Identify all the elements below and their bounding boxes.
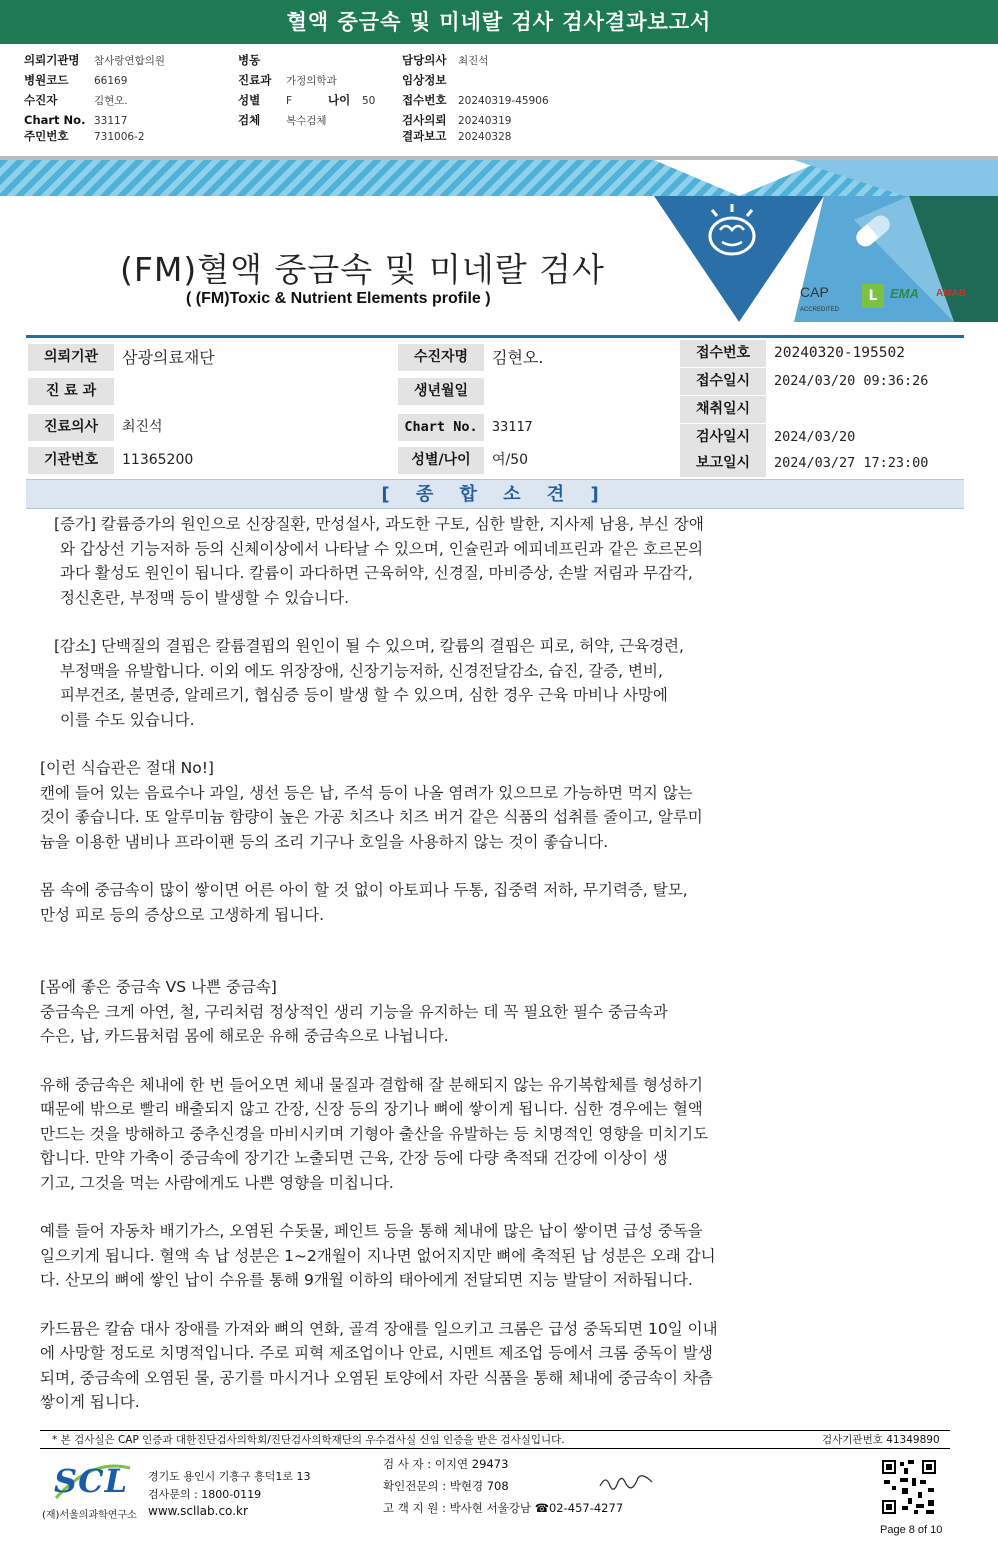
sex-age-value: 여/50 [492,452,529,468]
summary-section-title: [ 종 합 소 견 ] [26,479,964,509]
lab-website: www.scllab.co.kr [148,1504,248,1518]
header-value: F [286,95,293,107]
header-value: 33117 [94,115,128,127]
header-label: 검사의뢰 [402,113,447,127]
text-line: 정신혼란, 부정맥 등이 발생할 수 있습니다. [60,588,350,607]
text-line: 합니다. 만약 가축이 중금속에 장기간 노출되면 근육, 간장 등에 다량 축적돼 건강에 이상이 생 [40,1149,668,1167]
header-label: 병원코드 [24,73,69,87]
text-line: 과다 활성도 원인이 됩니다. 칼륨이 과다하면 근육허약, 신경질, 마비증상, 손발 저림과 무감각, [60,564,693,582]
collect-date-label: 채취일시 [680,396,766,423]
text-line: 에 사망할 정도로 치명적입니다. 주로 피혁 제조업이나 안료, 시멘트 제조업 등에서 크롬 중독이 발생 [40,1344,713,1362]
receipt-no-value: 20240320-195502 [774,345,905,361]
footer-divider [40,1430,950,1431]
text-line: 만드는 것을 방해하고 중추신경을 마비시키며 기형아 출산을 유발하는 등 치명적인 영향을 미치기도 [40,1124,709,1143]
text-line: [몸에 좋은 중금속 VS 나쁜 중금속] [40,978,277,996]
certification-note: * 본 검사실은 CAP 인증과 대한진단검사의학회/진단검사의학재단의 우수검사실 신임 인증을 받은 검사실입니다. [52,1434,565,1446]
text-line: 카드뮴은 칼슘 대사 장애를 가져와 뼈의 연화, 골격 장애를 일으키고 크롬은 급성 중독되면 10일 이내 [40,1319,718,1338]
report-banner-title: 혈액 중금속 및 미네랄 검사 검사결과보고서 [0,0,998,44]
header-value: 복수검체 [286,115,327,127]
text-line: [감소] 단백질의 결핍은 칼륨결핍의 원인이 될 수 있으며, 칼륨의 결핍은 피로, 허약, 근육경련, [54,637,684,655]
requester-label: 의뢰기관 [28,344,114,371]
chart-no-label: Chart No. [398,414,484,441]
lab-inquiry: 검사문의 : 1800-0119 [148,1488,262,1501]
paragraph-diet [40,756,940,854]
brain-icon [698,202,766,262]
header-label: 결과보고 [402,129,447,143]
lm-logo-icon: L [862,284,884,308]
text-line: 때문에 밖으로 빨리 배출되지 않고 간장, 신장 등의 장기나 뼈에 쌓이게 됩니다. 심한 경우에는 혈액 [40,1100,703,1118]
header-label: 주민번호 [24,129,69,143]
test-date-value: 2024/03/20 [774,429,856,445]
header-label: 나이 [328,93,351,107]
text-line: 다. 산모의 뼈에 쌓인 납이 수유를 통해 9개월 이하의 태아에게 전달되면 지능 발달이 저하됩니다. [40,1271,693,1289]
header-value: 66169 [94,75,128,87]
patient-name-value: 김현오. [492,348,544,367]
page-number: Page 8 of 10 [880,1524,943,1536]
birth-value [486,378,676,405]
paragraph-lead [40,1219,940,1293]
summary-body [40,512,940,1415]
paragraph-harmful [40,1073,940,1196]
header-col-doctor [402,50,549,146]
text-line: [이런 식습관은 절대 No!] [40,759,214,777]
paragraph-symptoms [40,878,940,927]
header-value: 김현오. [94,95,128,107]
header-label: 성별 [238,93,261,107]
collect-date-value [768,396,964,423]
dept-label: 진 료 과 [28,378,114,405]
text-line: [증가] 칼륨증가의 원인으로 신장질환, 만성설사, 과도한 구토, 심한 발한, 지사제 남용, 부신 장애 [54,515,704,533]
text-line: 예를 들어 자동차 배기가스, 오염된 수돗물, 페인트 등을 통해 체내에 많은 납이 쌓이면 급성 중독을 [40,1222,703,1240]
signature-icon [598,1472,654,1494]
cap-logo [800,284,839,320]
header-label: 임상정보 [402,73,447,87]
header-value: 20240319-45906 [458,95,549,107]
text-line: 캔에 들어 있는 음료수나 과일, 생선 등은 납, 주석 등이 나올 염려가 있으므로 가능하면 먹지 않는 [40,783,693,802]
text-line: 유해 중금속은 체내에 한 번 들어오면 체내 물질과 결합해 잘 분해되지 않는 유기복합체를 형성하기 [40,1075,703,1094]
patient-info-table [26,335,964,475]
capsule-icon [848,206,898,256]
text-line: 쌓이게 됩니다. [40,1393,140,1411]
chart-no-value: 33117 [492,419,533,435]
text-line: 되며, 중금속에 오염된 물, 공기를 마시거나 오염된 토양에서 자란 식품을 통해 체내에 중금속이 차츰 [40,1368,713,1387]
text-line: 부정맥을 유발합니다. 이외 에도 위장장애, 신장기능저하, 신경전달감소, 습진, 갈증, 변비, [60,661,663,680]
text-line: 수은, 납, 카드뮴처럼 몸에 해로운 유해 중금속으로 나뉩니다. [40,1027,449,1045]
header-value: 20240319 [458,115,512,127]
report-date-label: 보고일시 [680,450,766,477]
text-line: 일으키게 됩니다. 혈액 속 납 성분은 1~2개월이 지나면 없어지지만 뼈에 축적된 납 성분은 오래 갑니 [40,1246,716,1265]
doctor-label: 진료의사 [28,414,114,441]
org-no-label: 기관번호 [28,447,114,474]
header-label: 수진자 [24,93,58,107]
lab-address: 경기도 용인시 기흥구 흥덕1로 13 [148,1470,311,1483]
header-label: 검체 [238,113,261,127]
report-date-value: 2024/03/27 17:23:00 [774,455,929,471]
header-col-requester [24,50,165,146]
header-value: 50 [362,95,376,107]
test-date-label: 검사일시 [680,424,766,451]
patient-name-label: 수진자명 [398,344,484,371]
text-line: 피부건조, 불면증, 알레르기, 협심증 등이 발생 할 수 있으며, 심한 경우 근육 마비나 사망에 [60,686,668,704]
page-subtitle: ( (FM)Toxic & Nutrient Elements profile ) [186,290,491,307]
org-no-value: 11365200 [122,452,194,468]
paragraph-increase [40,512,940,610]
specialist-info: 확인전문의 : 박현경 708 [383,1479,509,1493]
report-header-info [0,44,998,158]
cap-logo-text: CAP [800,284,829,300]
registration-number: 검사기관번호 41349890 [822,1434,940,1446]
dept-value [116,378,396,405]
header-label: 접수번호 [402,93,447,107]
header-label: Chart No. [24,113,86,127]
header-value: 참사랑연합의원 [94,55,166,67]
doctor-value: 최진석 [122,419,163,435]
header-value: 최진석 [458,55,489,67]
header-label: 담당의사 [402,53,447,67]
receipt-date-value: 2024/03/20 09:36:26 [774,373,929,389]
receipt-no-label: 접수번호 [680,340,766,367]
header-label: 병동 [238,53,261,67]
header-value: 731006-2 [94,131,145,143]
header-value: 가정의학과 [286,75,337,87]
text-line: 와 갑상선 기능저하 등의 신체이상에서 나타날 수 있으며, 인슐린과 에피네프린과 같은 호르몬의 [60,539,704,558]
paragraph-decrease [40,634,940,732]
paragraph-cadmium [40,1317,940,1415]
support-info: 고 객 지 원 : 박사현 서울강남 ☎02-457-4277 [383,1501,624,1515]
sex-age-label: 성별/나이 [398,447,484,474]
text-line: 이를 수도 있습니다. [60,710,195,729]
lab-organization: (재)서울의과학연구소 [42,1510,137,1521]
header-label: 진료과 [238,73,272,87]
birth-label: 생년월일 [398,378,484,405]
requester-value: 삼광의료재단 [122,348,215,367]
ema-logo: EMA [890,286,919,301]
paragraph-good-vs-bad [40,975,940,1049]
text-line: 것이 좋습니다. 또 알루미늄 함량이 높은 가공 치즈나 치즈 버거 같은 식품의 섭취를 줄이고, 알루미 [40,808,703,826]
text-line: 몸 속에 중금속이 많이 쌓이면 어른 아이 할 것 없이 아토피나 두통, 집중력 저하, 무기력증, 탈모, [40,881,688,899]
footer-divider [40,1448,950,1449]
header-label: 의뢰기관명 [24,53,80,67]
scl-logo: SCL [54,1462,129,1500]
header-graphic [654,160,998,322]
text-line: 중금속은 크게 아연, 철, 구리처럼 정상적인 생리 기능을 유지하는 데 꼭 필요한 필수 중금속과 [40,1002,668,1021]
text-line: 기고, 그것을 먹는 사람에게도 나쁜 영향을 미칩니다. [40,1173,394,1192]
header-col-dept [238,50,375,130]
page-title: (FM)혈액 중금속 및 미네랄 검사 [120,250,605,289]
qr-code-icon [880,1458,938,1516]
receipt-date-label: 접수일시 [680,368,766,395]
text-line: 늄을 이용한 냄비나 프라이팬 등의 조리 기구나 호일을 사용하지 않는 것이 좋습니다. [40,832,609,851]
cap-logo-subtext: ACCREDITED [800,307,840,313]
tester-info: 검 사 자 : 이지연 29473 [383,1457,509,1471]
header-value: 20240328 [458,131,512,143]
text-line: 만성 피로 등의 증상으로 고생하게 됩니다. [40,905,325,924]
amab-logo: AMAB [936,288,966,299]
